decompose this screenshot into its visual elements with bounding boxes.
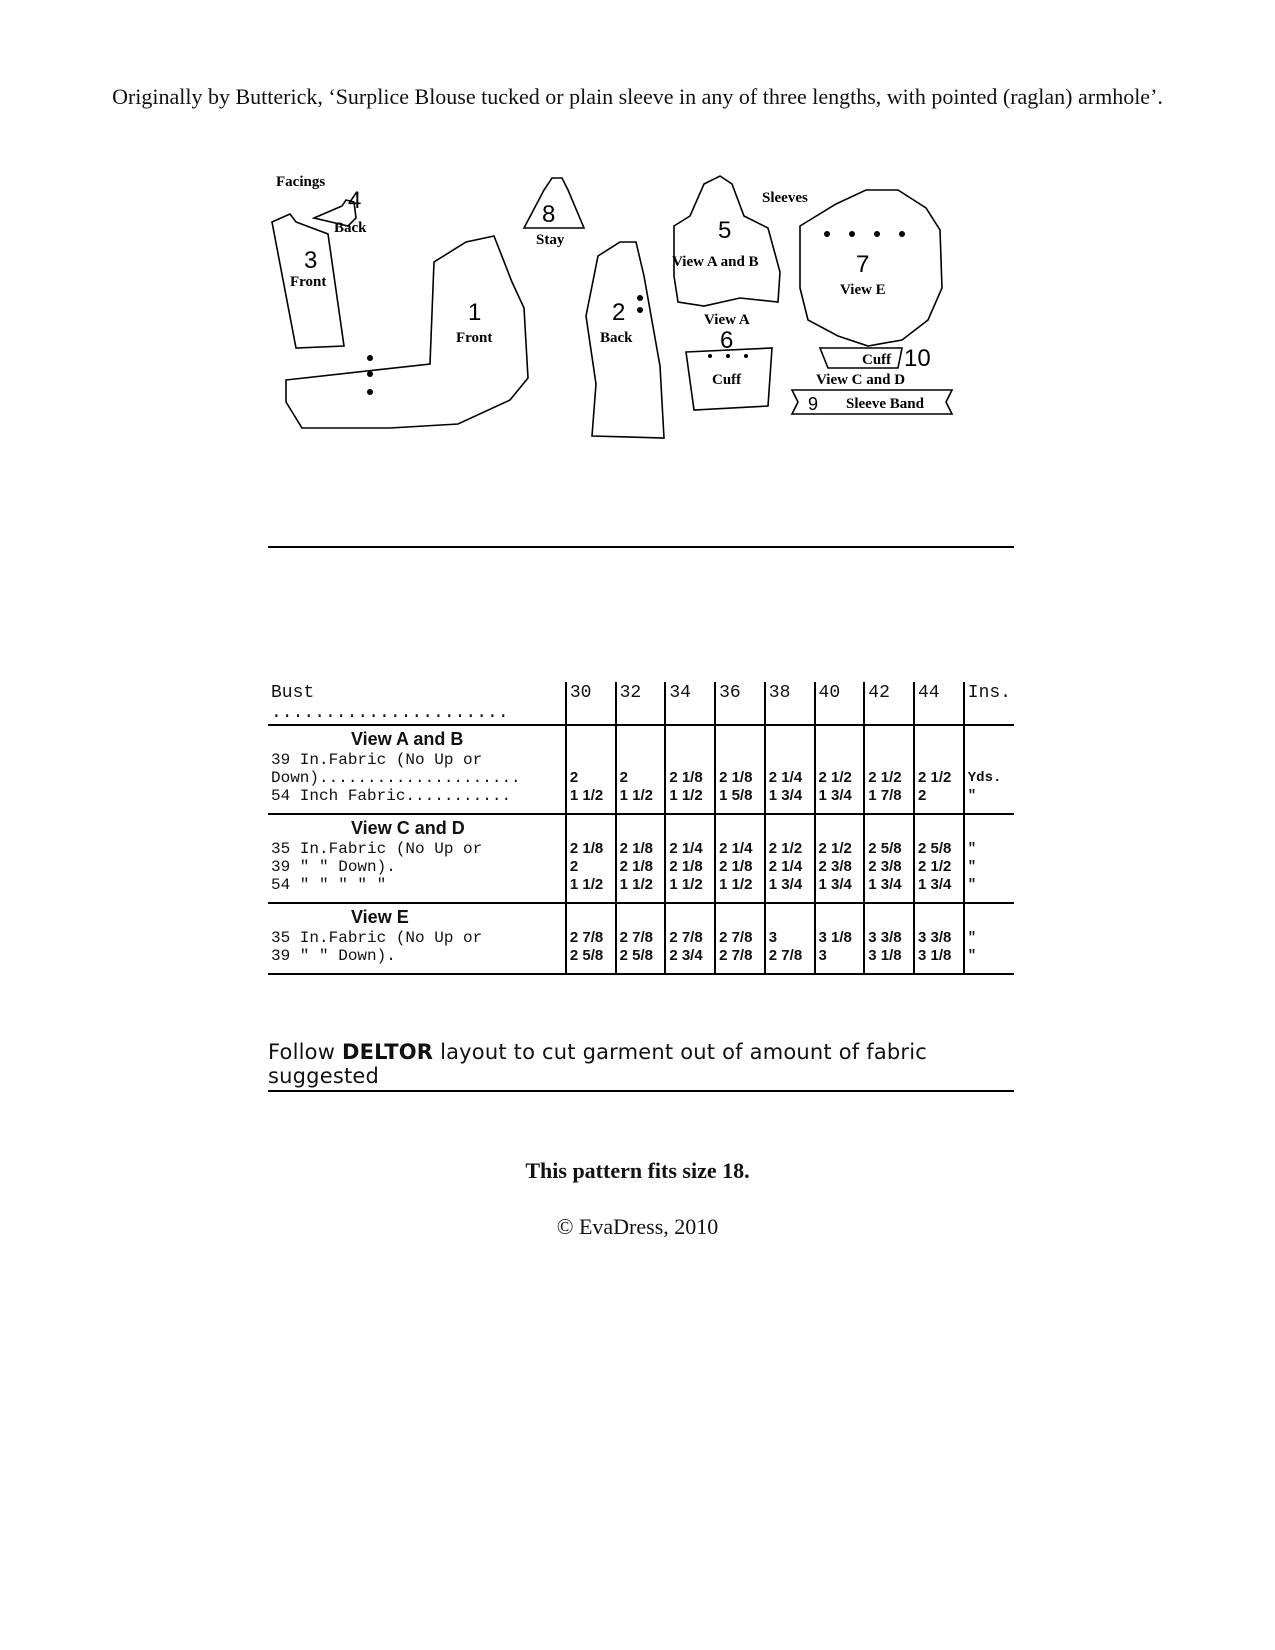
yardage-cell bbox=[665, 814, 715, 903]
label-view-a-and-b: View A and B bbox=[672, 254, 759, 270]
label-facings: Facings bbox=[276, 174, 326, 190]
yardage-value: 2 1/2 bbox=[818, 840, 852, 857]
yardage-value bbox=[620, 751, 662, 769]
unit-value bbox=[968, 751, 1011, 769]
number-1: 1 bbox=[468, 299, 482, 326]
size-header: 30 bbox=[566, 682, 616, 725]
unit-value: " bbox=[967, 841, 977, 857]
size-header: 34 bbox=[665, 682, 715, 725]
yardage-value: 3 1/8 bbox=[918, 947, 952, 964]
yardage-cell bbox=[914, 814, 964, 903]
yardage-value: 2 1/8 bbox=[669, 858, 703, 875]
yardage-cell bbox=[616, 814, 666, 903]
yardage-value: 1 1/2 bbox=[569, 876, 604, 893]
deltor-suffix: layout to cut garment out of amount of fabric suggested bbox=[268, 1040, 928, 1088]
yardage-value: 2 1/8 bbox=[719, 769, 753, 786]
size-header: 44 bbox=[914, 682, 964, 725]
label-sleeve-band: Sleeve Band bbox=[846, 396, 924, 412]
number-5: 5 bbox=[718, 217, 732, 244]
label-sleeves: Sleeves bbox=[762, 190, 808, 206]
yardage-cell bbox=[715, 903, 765, 974]
unit-value: " bbox=[967, 930, 977, 946]
yardage-value bbox=[819, 751, 861, 769]
fabric-line: 54 Inch Fabric........... bbox=[271, 787, 512, 805]
yardage-value: 3 bbox=[818, 947, 827, 964]
yardage-group-row bbox=[268, 903, 1014, 974]
fabric-line: 54 " " " " " bbox=[271, 876, 387, 894]
yardage-value: 1 3/4 bbox=[918, 876, 952, 893]
group-title: View A and B bbox=[351, 729, 464, 749]
label-cuff-6: Cuff bbox=[712, 372, 742, 388]
yardage-value: 2 bbox=[569, 858, 579, 875]
label-view-e: View E bbox=[840, 282, 886, 298]
yardage-group-row bbox=[268, 814, 1014, 903]
deltor-instruction bbox=[268, 1040, 1014, 1088]
yardage-value: 1 1/2 bbox=[619, 787, 653, 804]
number-8: 8 bbox=[542, 201, 556, 228]
yardage-cell bbox=[765, 725, 815, 814]
yardage-value: 1 3/4 bbox=[818, 787, 852, 804]
bust-header-label: Bust ...................... bbox=[268, 682, 566, 725]
yardage-value: 1 7/8 bbox=[868, 787, 902, 804]
label-front-large: Front bbox=[456, 330, 493, 346]
yardage-value: 1 3/4 bbox=[768, 876, 803, 893]
yardage-value: 2 bbox=[918, 787, 927, 804]
divider-top bbox=[268, 546, 1014, 548]
yardage-cell bbox=[616, 725, 666, 814]
yardage-cell bbox=[914, 903, 964, 974]
yardage-value bbox=[918, 751, 960, 769]
yardage-cell bbox=[815, 903, 865, 974]
yardage-value: 2 1/8 bbox=[619, 840, 653, 857]
yardage-value bbox=[769, 751, 811, 769]
number-10: 10 bbox=[904, 345, 931, 372]
unit-value: " bbox=[967, 948, 977, 964]
yardage-value: 2 1/2 bbox=[918, 769, 952, 786]
yardage-cell bbox=[715, 814, 765, 903]
size-note: This pattern fits size 18. bbox=[525, 1158, 750, 1183]
yardage-value: 2 7/8 bbox=[619, 929, 653, 946]
yardage-value: 1 3/4 bbox=[768, 787, 803, 804]
fabric-line: 35 In.Fabric (No Up or bbox=[271, 929, 483, 947]
yardage-value: 1 1/2 bbox=[619, 876, 653, 893]
label-back-large: Back bbox=[600, 330, 633, 346]
units-header: Ins. bbox=[964, 682, 1014, 725]
fabric-line: 39 In.Fabric (No Up or bbox=[271, 751, 483, 769]
label-stay: Stay bbox=[536, 232, 565, 248]
piece-7-sleeve bbox=[800, 190, 942, 346]
yardage-cell bbox=[765, 814, 815, 903]
yardage-value: 2 3/8 bbox=[868, 858, 902, 875]
number-7: 7 bbox=[856, 251, 870, 278]
size-header: 38 bbox=[765, 682, 815, 725]
yardage-cell bbox=[665, 903, 715, 974]
yardage-value: 2 1/2 bbox=[868, 769, 902, 786]
yardage-value: 3 3/8 bbox=[868, 929, 902, 946]
yardage-value: 3 3/8 bbox=[918, 929, 952, 946]
yardage-value: 2 3/4 bbox=[669, 947, 703, 964]
yardage-value: 2 1/8 bbox=[669, 769, 703, 786]
yardage-value: 2 bbox=[569, 769, 579, 786]
size-header: 40 bbox=[815, 682, 865, 725]
number-9: 9 bbox=[808, 394, 819, 414]
label-view-c-and-d: View C and D bbox=[816, 372, 906, 388]
yardage-header-row bbox=[268, 682, 1014, 725]
label-front-small: Front bbox=[290, 274, 327, 290]
fabric-line: 39 " " Down). bbox=[271, 858, 396, 876]
yardage-value: 2 7/8 bbox=[719, 929, 753, 946]
yardage-cell bbox=[665, 725, 715, 814]
fabric-line: 35 In.Fabric (No Up or bbox=[271, 840, 483, 858]
yardage-value bbox=[868, 751, 910, 769]
yardage-value: 2 1/2 bbox=[818, 769, 852, 786]
yardage-value: 2 1/4 bbox=[768, 769, 803, 786]
yardage-value: 2 5/8 bbox=[619, 947, 653, 964]
fabric-line: Down)..................... bbox=[271, 769, 521, 787]
yardage-value: 2 1/2 bbox=[918, 858, 952, 875]
deltor-brand: DELTOR bbox=[341, 1040, 434, 1064]
unit-value: " bbox=[967, 859, 977, 875]
yardage-value bbox=[570, 751, 612, 769]
size-header: 32 bbox=[616, 682, 666, 725]
yardage-value: 2 7/8 bbox=[719, 947, 753, 964]
yardage-value: 2 1/4 bbox=[669, 840, 703, 857]
unit-value: " bbox=[967, 788, 977, 804]
yardage-cell bbox=[566, 725, 616, 814]
yardage-value: 1 1/2 bbox=[719, 876, 753, 893]
unit-value: " bbox=[967, 877, 977, 893]
yardage-value: 2 5/8 bbox=[918, 840, 952, 857]
divider-bottom bbox=[268, 1090, 1014, 1092]
group-description bbox=[268, 814, 566, 903]
fabric-line: 39 " " Down). bbox=[271, 947, 396, 965]
yardage-value: 1 3/4 bbox=[818, 876, 852, 893]
yardage-value: 2 3/8 bbox=[818, 858, 852, 875]
copyright: © EvaDress, 2010 bbox=[556, 1214, 719, 1239]
yardage-cell bbox=[616, 903, 666, 974]
yardage-group-row bbox=[268, 725, 1014, 814]
pattern-pieces-illustration bbox=[262, 170, 1022, 460]
unit-value: Yds. bbox=[967, 770, 1002, 786]
yardage-value: 2 1/8 bbox=[619, 858, 653, 875]
yardage-value: 2 1/8 bbox=[719, 858, 753, 875]
yardage-value bbox=[669, 751, 711, 769]
unit-cell bbox=[964, 903, 1014, 974]
number-2: 2 bbox=[612, 299, 626, 326]
yardage-value: 1 1/2 bbox=[569, 787, 604, 804]
yardage-cell bbox=[864, 903, 914, 974]
intro-caption: Originally by Butterick, ‘Surplice Blouse tucked or plain sleeve in any of three lengths, with pointed (raglan) armhole’. bbox=[112, 84, 1163, 109]
yardage-cell bbox=[864, 725, 914, 814]
yardage-cell bbox=[715, 725, 765, 814]
yardage-value: 2 1/4 bbox=[768, 858, 803, 875]
number-4: 4 bbox=[348, 187, 362, 214]
yardage-value: 1 1/2 bbox=[669, 787, 703, 804]
yardage-value: 1 1/2 bbox=[669, 876, 703, 893]
yardage-value: 3 1/8 bbox=[868, 947, 902, 964]
label-back-small: Back bbox=[334, 220, 367, 236]
yardage-cell bbox=[566, 814, 616, 903]
yardage-cell bbox=[914, 725, 964, 814]
pattern-pieces-svg bbox=[262, 170, 1022, 460]
yardage-value: 2 1/8 bbox=[569, 840, 604, 857]
yardage-value: 2 1/4 bbox=[719, 840, 753, 857]
yardage-value: 2 5/8 bbox=[868, 840, 902, 857]
yardage-value: 2 1/2 bbox=[768, 840, 803, 857]
yardage-value: 2 7/8 bbox=[669, 929, 703, 946]
yardage-cell bbox=[765, 903, 815, 974]
number-3: 3 bbox=[304, 247, 318, 274]
yardage-value: 2 7/8 bbox=[569, 929, 604, 946]
yardage-value: 2 5/8 bbox=[569, 947, 604, 964]
yardage-cell bbox=[815, 814, 865, 903]
yardage-value: 3 bbox=[768, 929, 778, 946]
yardage-value bbox=[719, 751, 761, 769]
yardage-value: 3 1/8 bbox=[818, 929, 852, 946]
yardage-value: 1 5/8 bbox=[719, 787, 753, 804]
unit-cell bbox=[964, 725, 1014, 814]
yardage-value: 2 7/8 bbox=[768, 947, 803, 964]
group-description bbox=[268, 725, 566, 814]
group-title: View C and D bbox=[351, 818, 465, 838]
yardage-value: 1 3/4 bbox=[868, 876, 902, 893]
deltor-prefix: Follow bbox=[268, 1040, 342, 1064]
yardage-cell bbox=[864, 814, 914, 903]
size-header: 36 bbox=[715, 682, 765, 725]
unit-cell bbox=[964, 814, 1014, 903]
yardage-table bbox=[268, 682, 1014, 975]
group-title: View E bbox=[351, 907, 409, 927]
label-cuff-10: Cuff bbox=[862, 352, 892, 368]
yardage-value: 2 bbox=[619, 769, 628, 786]
label-view-a: View A bbox=[704, 312, 750, 328]
size-header: 42 bbox=[864, 682, 914, 725]
yardage-cell bbox=[815, 725, 865, 814]
number-6: 6 bbox=[720, 327, 734, 354]
yardage-cell bbox=[566, 903, 616, 974]
group-description bbox=[268, 903, 566, 974]
